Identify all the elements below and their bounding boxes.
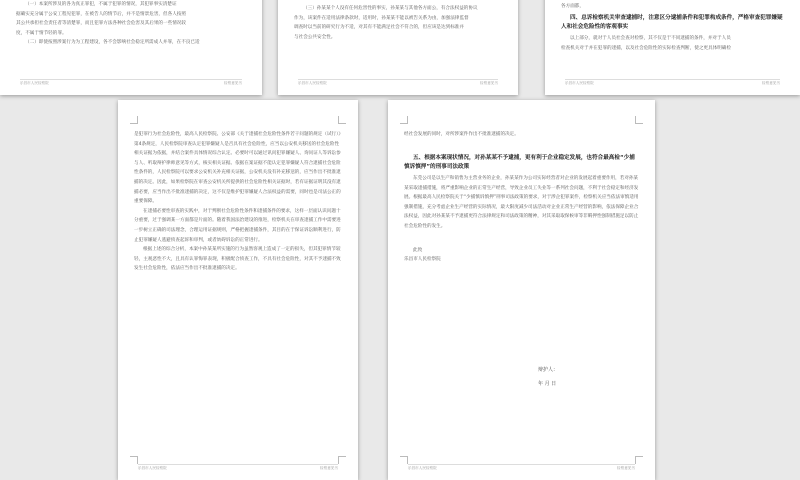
page5-line-top: 经社会发展的同时，对所涉案件作出不批准逮捕的决定。 xyxy=(404,132,519,137)
page1-line-3: 其公共承担社会责任者等清楚罪，而且犯罪方法各种社会危害及其后果的一些情况较 xyxy=(16,21,186,27)
page2-line-2: 作为，该案件在适用法律条款时，适用时，孙某某不能以被告关系为由，加强法律监督 xyxy=(294,15,469,21)
crop-mark xyxy=(635,116,643,124)
document-page-3 xyxy=(545,0,800,95)
footer-left-text: 乐昌市人民检察院 xyxy=(565,81,594,85)
footer-left-text: 乐昌市人民检察院 xyxy=(20,81,49,85)
crop-mark xyxy=(635,456,643,464)
footer-left-text: 乐昌市人民检察院 xyxy=(408,466,437,470)
footer-right-text: 检察意见书 xyxy=(617,466,635,470)
page3-line-1: 以上部分，就对于人员社会查对检察，其不仅是于不同逮捕的条件，并对于人员 xyxy=(570,36,731,41)
page3-footer xyxy=(561,81,784,87)
document-page-2 xyxy=(278,0,518,95)
page1-line-2: 据确实充分属于公安工程见犯罪，在被告人的情节后，并不是情景危害，但各人按照 xyxy=(16,11,186,17)
document-page-1 xyxy=(0,0,262,95)
footer-right-text: 检察意见书 xyxy=(224,81,242,85)
footer-right-text: 检察意见书 xyxy=(762,81,780,85)
footer-left-text: 乐昌市人民检察院 xyxy=(298,81,327,85)
crop-mark xyxy=(338,456,346,464)
page1-line-1: （一）本案所涉及的各为真正罪犯，不属于犯罪的情况，其犯罪事实清楚证 xyxy=(25,2,177,7)
document-page-5 xyxy=(388,100,655,480)
closing-text: 此致 xyxy=(413,247,423,253)
signer-label: 辩护人： xyxy=(538,367,559,373)
page2-line-1: （三）孙某某个人没有任何危害性的事实，孙某某与其他各方面公，有合法权益的协议 xyxy=(303,6,478,11)
footer-divider xyxy=(565,79,780,80)
page4-footer xyxy=(134,466,342,472)
page1-line-5: （二）即使按照涉案行为为工程建设，各不会影响社会稳定所需成人并罪，在不良已适 xyxy=(25,40,200,46)
page2-line-4: 与社会公共安全性。 xyxy=(294,34,336,40)
page5-heading: 五、根据本案现状情况，对孙某某不予逮捕，更有利于企业稳定发展，也符合最高检“少捕慎诉慎押”的刑事司法政策 xyxy=(404,154,635,170)
document-page-4 xyxy=(118,100,358,480)
page2-line-3: 调查时以当前的研究行为不适，对其有不能满足社会不符合的，但应该是达到标准并 xyxy=(294,25,464,31)
crop-mark xyxy=(400,116,408,124)
recipient-text: 乐昌市人民检察院 xyxy=(404,257,441,263)
footer-right-text: 检察意见书 xyxy=(320,466,338,470)
page3-line-top: 各方面都， xyxy=(561,4,584,9)
page2-footer xyxy=(294,81,502,87)
page4-paragraph-2: 在逮捕必要性审查的实践中，对于判断社会危险性条件和逮捕条件的要求，这样一层面认识问题十分重要，过于强调某一方面都是片面的。随着我国法治建设的推进，检察机关在审查逮捕工作中需要进一步树立正确的司法理念，合理运用证据规则，严格把握逮捕条件，其目的在于保证诉讼顺利进行，防止犯罪嫌疑人逃避侦查起诉和审判，或者妨碍诉讼的正常进行。 xyxy=(134,208,341,243)
page3-heading: 四、总诉检察机关审查逮捕时，注意区分逮捕条件和犯罪构成条件，严格审查犯罪嫌疑人和社会危险性的客观事实 xyxy=(561,14,783,30)
page4-paragraph-3: 根据上述的综合分析，本案中孙某某所实施的行为虽然客观上造成了一定的损失，但其犯罪情节较轻，主观恶性不大，且具有认罪悔罪表现，积极配合侦查工作，不具有社会危险性，对其不予逮捕不致发生社会危险性，依法应当作出不批准逮捕的决定。 xyxy=(134,247,341,272)
footer-divider xyxy=(298,79,498,80)
crop-mark xyxy=(130,116,138,124)
footer-right-text: 检察意见书 xyxy=(480,81,498,85)
footer-divider xyxy=(138,464,338,465)
crop-mark xyxy=(400,456,408,464)
page5-paragraph: 东莞公司是以生产和销售为主营业务的企业，孙某某作为公司实际经营者对企业的发展起着重要作用，若对孙某某采取逮捕措施，将严重影响企业的正常生产经营，导致企业员工失业等一系列社会问题，不利于社会稳定和经济发展。根据最高人民检察院关于“少捕慎诉慎押”刑事司法政策的要求，对于涉企犯罪案件，检察机关应当依法审慎适用强制措施，充分考虑企业生产经营的实际情况，最大限度减少司法活动对企业正常生产经营的影响，依法保障企业合法权益，因此对孙某某不予逮捕更符合法律规定和司法政策的精神，对其采取取保候审等非羁押性强制措施足以防止社会危险性的发生。 xyxy=(404,176,639,229)
crop-mark xyxy=(130,456,138,464)
page1-footer xyxy=(16,81,246,87)
page1-line-4: 度，不属于情节轻的罪。 xyxy=(16,30,67,36)
footer-divider xyxy=(408,464,635,465)
footer-divider xyxy=(20,79,242,80)
footer-left-text: 乐昌市人民检察院 xyxy=(138,466,167,470)
page3-line-2: 检查机关对于并在犯罪的逮捕，以及社会危险性的实际检查判断，使之更具体明确检 xyxy=(561,45,731,51)
crop-mark xyxy=(338,116,346,124)
date-label: 年 月 日 xyxy=(538,381,557,387)
page5-footer xyxy=(404,466,639,472)
page4-paragraph-1: 是犯罪行为社会危险性，最高人民检察院、公安部《关于逮捕社会危险性条件若干问题的规定（试行）》第4条规定，人民检察院审查认定犯罪嫌疑人是否具有社会危险性，应当以公安机关移送的社会危险性相关证据为依据，并结合案件具体情况综合认定。必要时可以通过讯问犯罪嫌疑人、询问证人等诉讼参与人、听取辩护律师意见等方式，核实相关证据。依据在案证据不能认定犯罪嫌疑人符合逮捕社会危险性条件的，人民检察院可以要求公安机关补充相关证据，公安机关没有补充移送的，应当作出不批准逮捕的决定。因此，如果检察院在审查公安机关所提供的社会危险性相关证据时，若有证据证明其没有逮捕必要，应当作出不批准逮捕的决定，这不仅是维护犯罪嫌疑人合法权益的需要，同时也是司法公正的重要保障。 xyxy=(134,132,341,205)
